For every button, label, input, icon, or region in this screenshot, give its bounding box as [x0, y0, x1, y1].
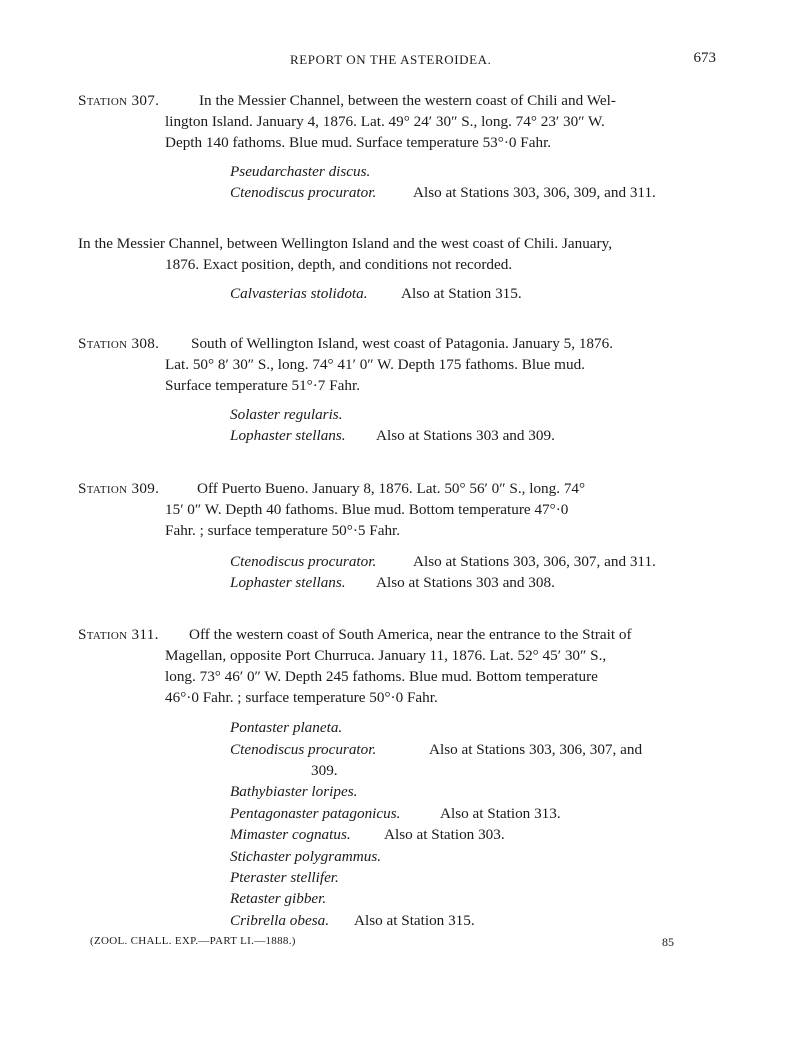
page-number: 673	[693, 50, 716, 66]
species-name: Pontaster planeta.	[230, 719, 343, 736]
station-text-line: 15′ 0″ W. Depth 40 fathoms. Blue mud. Bottom temperature 47°·0	[165, 501, 569, 518]
station-label: Station 308.	[78, 335, 160, 352]
species-note: Also at Stations 303, 306, 307, and 311.	[413, 553, 656, 570]
species-note: Also at Station 303.	[384, 826, 505, 843]
station-text-line: long. 73° 46′ 0″ W. Depth 245 fathoms. Blue mud. Bottom temperature	[165, 668, 598, 685]
species-note: Also at Station 315.	[401, 285, 522, 302]
species-name: Pentagonaster patagonicus.	[230, 805, 401, 822]
station-text-line: 46°·0 Fahr. ; surface temperature 50°·0 Fahr.	[165, 689, 438, 706]
species-name: Ctenodiscus procurator.	[230, 184, 377, 201]
station-text-line: South of Wellington Island, west coast of Patagonia. January 5, 1876.	[191, 335, 613, 352]
species-name: Cribrella obesa.	[230, 912, 330, 929]
station-text-line: In the Messier Channel, between Wellington Island and the west coast of Chili. January,	[78, 235, 613, 252]
species-note: Also at Stations 303, 306, 307, and	[429, 741, 643, 758]
species-name: Bathybiaster loripes.	[230, 783, 358, 800]
station-label: Station 309.	[78, 480, 160, 497]
species-note: Also at Stations 303, 306, 309, and 311.	[413, 184, 656, 201]
species-name: Calvasterias stolidota.	[230, 285, 368, 302]
species-name: Mimaster cognatus.	[230, 826, 351, 843]
species-name: Lophaster stellans.	[230, 427, 346, 444]
species-note: Also at Stations 303 and 308.	[376, 574, 555, 591]
station-label: Station 307.	[78, 92, 160, 109]
species-note: Also at Station 315.	[354, 912, 475, 929]
species-note: Also at Station 313.	[440, 805, 561, 822]
species-note: Also at Stations 303 and 309.	[376, 427, 555, 444]
station-label: Station 311.	[78, 626, 159, 643]
station-text-line: 1876. Exact position, depth, and conditions not recorded.	[165, 256, 513, 273]
species-name: Pseudarchaster discus.	[230, 163, 371, 180]
station-text-line: Surface temperature 51°·7 Fahr.	[165, 377, 360, 394]
station-text-line: Lat. 50° 8′ 30″ S., long. 74° 41′ 0″ W. Depth 175 fathoms. Blue mud.	[165, 356, 585, 373]
station-text-line: lington Island. January 4, 1876. Lat. 49° 24′ 30″ S., long. 74° 23′ 30″ W.	[165, 113, 605, 130]
station-text-line: Off Puerto Bueno. January 8, 1876. Lat. 50° 56′ 0″ S., long. 74°	[197, 480, 586, 497]
station-text-line: Depth 140 fathoms. Blue mud. Surface temperature 53°·0 Fahr.	[165, 134, 552, 151]
signature-mark: 85	[662, 935, 674, 949]
species-name: Retaster gibber.	[230, 890, 327, 907]
station-text-line: Magellan, opposite Port Churruca. January 11, 1876. Lat. 52° 45′ 30″ S.,	[165, 647, 607, 664]
station-text-line: Off the western coast of South America, near the entrance to the Strait of	[189, 626, 632, 643]
species-name: Ctenodiscus procurator.	[230, 553, 377, 570]
station-text-line: In the Messier Channel, between the western coast of Chili and Wel-	[199, 92, 616, 109]
station-text-line: Fahr. ; surface temperature 50°·5 Fahr.	[165, 522, 401, 539]
species-name: Ctenodiscus procurator.	[230, 741, 377, 758]
species-name: Lophaster stellans.	[230, 574, 346, 591]
species-name: Solaster regularis.	[230, 406, 343, 423]
species-name: Stichaster polygrammus.	[230, 848, 382, 865]
running-title: REPORT ON THE ASTEROIDEA.	[290, 52, 492, 67]
imprint-line: (ZOOL. CHALL. EXP.—PART LI.—1888.)	[90, 935, 296, 947]
species-name: Pteraster stellifer.	[230, 869, 339, 886]
species-note-continued: 309.	[311, 762, 338, 779]
running-header	[0, 52, 800, 72]
